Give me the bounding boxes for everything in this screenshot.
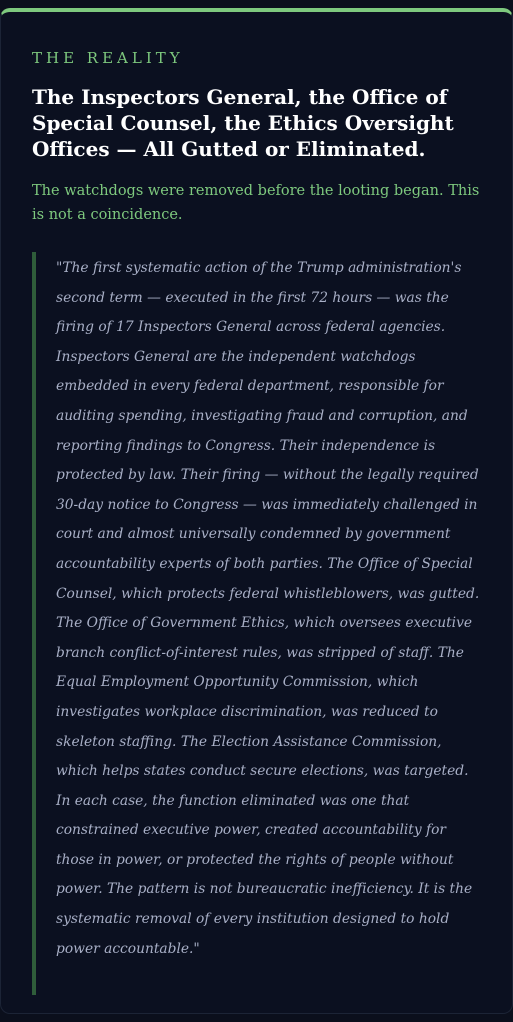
section-title: The Inspectors General, the Office of Special Counsel, the Ethics Oversight Offices — All Gutted or Eliminated. <box>32 85 454 161</box>
section-subtitle: The watchdogs were removed before the looting began. This is not a coincidence. <box>32 183 480 223</box>
quote-block <box>32 252 482 995</box>
section-eyebrow: THE REALITY <box>32 49 184 67</box>
reality-card <box>0 8 513 1014</box>
quote-text: "The first systematic action of the Trump administration's second term — executed in the first 72 hours — was the firing of 17 Inspectors General across federal agencies. Inspectors General are the independent watchdogs embedded in every federal department, responsible for auditing spending, investigating fraud and corruption, and reporting findings to Congress. Their independence is protected by law. Their firing — without the legally required 30-day notice to Congress — was immediately challenged in court and almost universally condemned by government accountability experts of both parties. The Office of Special Counsel, which protects federal whistleblowers, was gutted. The Office of Government Ethics, which oversees executive branch conflict-of-interest rules, was stripped of staff. The Equal Employment Opportunity Commission, which investigates workplace discrimination, was reduced to skeleton staffing. The Election Assistance Commission, which helps states conduct secure elections, was targeted. In each case, the function eliminated was one that constrained executive power, created accountability for those in power, or protected the rights of people without power. The pattern is not bureaucratic inefficiency. It is the systematic removal of every institution designed to hold power accountable." <box>56 260 480 957</box>
